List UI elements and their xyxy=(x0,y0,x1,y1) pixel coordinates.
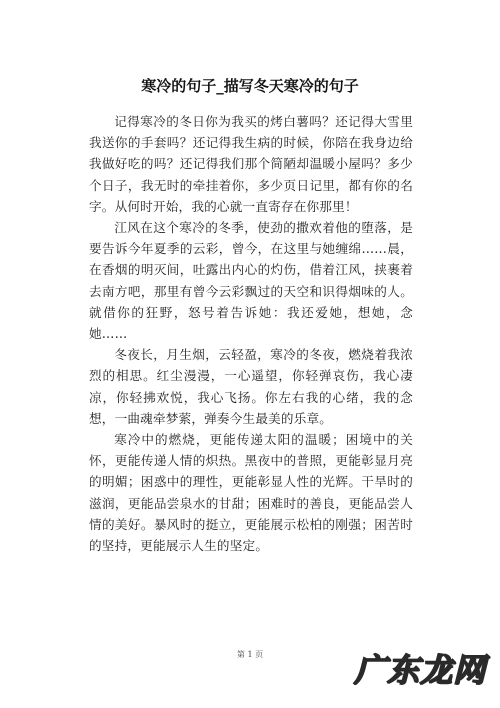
paragraph-2: 江风在这个寒冷的冬季，使劲的撒欢着他的堕落，是要告诉今年夏季的云彩，曾今，在这里与她缠绵……晨，在香烟的明灭间，吐露出内心的灼伤，借着江风，挟裹着去南方吧，那里有曾今云彩飘过的天空和识得烟味的人。就借你的狂野，怒号着告诉她：我还爱她，想她，念她…… xyxy=(89,220,413,342)
paragraph-4: 寒冷中的燃烧，更能传递太阳的温暖；困境中的关怀，更能传递人情的炽热。黑夜中的普照，更能彰显月亮的明媚；困惑中的理性，更能彰显人性的光辉。干旱时的滋润，更能品尝泉水的甘甜；困难时的善良，更能品尝人情的美好。暴风时的挺立，更能展示松柏的刚强；困苦时的坚持，更能展示人生的坚定。 xyxy=(89,432,413,554)
paragraph-3: 冬夜长，月生烟，云轻盈，寒冷的冬夜，燃烧着我浓烈的相思。红尘漫漫，一心遥望，你轻弹哀伤，我心凄凉，你轻拂欢悦，我心飞扬。你左右我的心绪，我的念想，一曲魂牵梦萦，弹奏今生最美的乐章。 xyxy=(89,347,413,426)
site-watermark xyxy=(354,642,486,698)
document-title: 寒冷的句子_描写冬天寒冷的句子 xyxy=(141,77,359,95)
paragraph-1: 记得寒冷的冬日你为我买的烤白薯吗？还记得大雪里我送你的手套吗？还记得我生病的时候，你陪在我身边给我做好吃的吗？还记得我们那个简陋却温暖小屋吗？多少个日子，我无时的牵挂着你，多少页日记里，都有你的名字。从何时开始，我的心就一直寄存在你那里！ xyxy=(89,114,413,214)
page-number: 第 1 页 xyxy=(236,650,264,659)
watermark-text: 广东龙网 xyxy=(353,651,486,689)
document-body xyxy=(89,111,413,556)
